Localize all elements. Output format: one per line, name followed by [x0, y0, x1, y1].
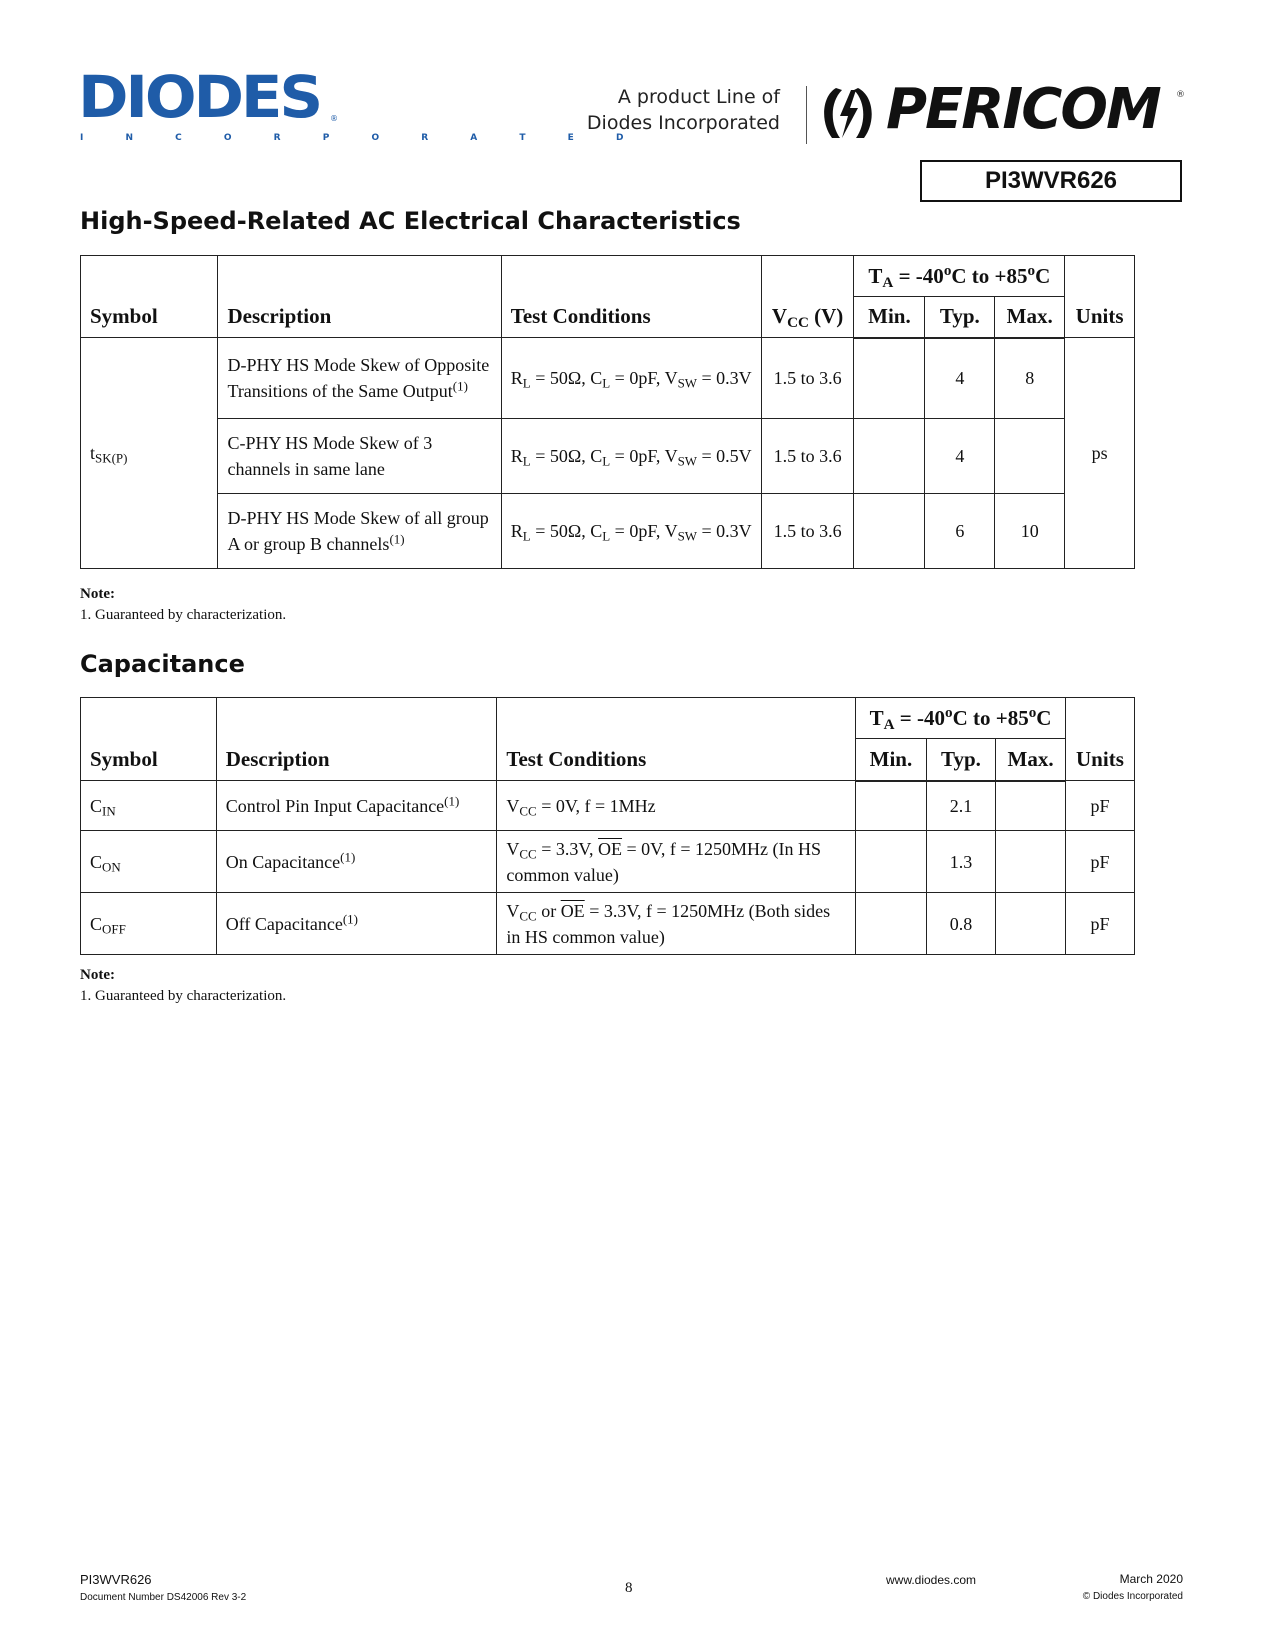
header-symbol: Symbol [81, 256, 218, 338]
diodes-logo [78, 63, 643, 148]
description-cell: Control Pin Input Capacitance$^{(1)}$ [216, 781, 497, 831]
max-cell: 10 [995, 494, 1065, 569]
table-row [81, 831, 1135, 893]
footer-part-number: PI3WVR626 [80, 1572, 152, 1587]
product-line-text [587, 84, 780, 136]
pericom-wordmark: PERICOM [886, 77, 1160, 142]
min-cell [854, 338, 925, 419]
test-conditions-cell: $R_L = 50\Omega$, $C_L = 0pF$, $V_{SW} = 0.5V$ [501, 419, 761, 494]
header-units: Units [1065, 698, 1134, 781]
table-row [81, 494, 1135, 569]
footer-website: www.diodes.com [886, 1573, 977, 1587]
units-cell: pF [1065, 831, 1134, 893]
table-row [81, 338, 1135, 419]
product-line-1: A product Line of [617, 86, 780, 108]
typ-cell: 4 [925, 419, 995, 494]
symbol-cell: $C_{IN}$ [81, 781, 217, 831]
footer-document-number: Document Number DS42006 Rev 3-2 [80, 1592, 247, 1603]
test-conditions-cell: $V_{CC}$ or $\overline{OE} = 3.3V$, f = 1250MHz (Both sides in HS common value) [497, 893, 856, 955]
registered-mark-icon: ® [330, 114, 338, 123]
units-cell: pF [1065, 781, 1134, 831]
typ-cell: 4 [925, 338, 995, 419]
max-cell [995, 419, 1065, 494]
header-description: Description [216, 698, 497, 781]
header-min: Min. [856, 739, 927, 781]
min-cell [854, 494, 925, 569]
capacitance-table [80, 697, 1135, 955]
ac-characteristics-table [80, 255, 1135, 569]
header-typ: Typ. [926, 739, 996, 781]
table-row [81, 893, 1135, 955]
header-temperature-range: $T_A = -40^oC$ to $+85^oC$ [856, 698, 1066, 739]
symbol-cell: $C_{OFF}$ [81, 893, 217, 955]
ac-section-title: High-Speed-Related AC Electrical Characteristics [80, 207, 741, 235]
units-cell: pF [1065, 893, 1134, 955]
header-typ: Typ. [925, 297, 995, 338]
header-test-conditions: Test Conditions [497, 698, 856, 781]
vcc-cell: 1.5 to 3.6 [761, 494, 854, 569]
header-max: Max. [996, 739, 1066, 781]
pericom-emblem-icon [818, 82, 880, 144]
typ-cell: 1.3 [926, 831, 996, 893]
typ-cell: 6 [925, 494, 995, 569]
footer-copyright: © Diodes Incorporated [1082, 1591, 1183, 1602]
max-cell [996, 781, 1066, 831]
description-cell: On Capacitance$^{(1)}$ [216, 831, 497, 893]
part-number-box: PI3WVR626 [920, 160, 1182, 202]
table-row [81, 781, 1135, 831]
test-conditions-cell: $V_{CC} = 3.3V$, $\overline{OE} = 0V$, f = 1250MHz (In HS common value) [497, 831, 856, 893]
header-max: Max. [995, 297, 1065, 338]
header-description: Description [218, 256, 501, 338]
diodes-subtitle: I N C O R P O R A T E D [80, 133, 643, 143]
test-conditions-cell: $R_L = 50\Omega$, $C_L = 0pF$, $V_{SW} = 0.3V$ [501, 494, 761, 569]
capacitance-section-title: Capacitance [80, 650, 245, 678]
ac-note-label: Note: [80, 586, 115, 602]
table-row [81, 419, 1135, 494]
symbol-cell: $C_{ON}$ [81, 831, 217, 893]
vcc-cell: 1.5 to 3.6 [761, 419, 854, 494]
product-line-2: Diodes Incorporated [586, 112, 780, 134]
max-cell [996, 893, 1066, 955]
header-vcc: $V_{CC}$ (V) [761, 256, 854, 338]
diodes-wordmark: DIODES [78, 63, 321, 131]
pericom-registered-icon: ® [1176, 90, 1185, 100]
max-cell [996, 831, 1066, 893]
symbol-cell: $t_{SK(P)}$ [81, 338, 218, 569]
test-conditions-cell: $R_L = 50\Omega$, $C_L = 0pF$, $V_{SW} = 0.3V$ [501, 338, 761, 419]
description-cell: D-PHY HS Mode Skew of all group A or group B channels$^{(1)}$ [218, 494, 501, 569]
min-cell [856, 893, 927, 955]
header-min: Min. [854, 297, 925, 338]
typ-cell: 0.8 [926, 893, 996, 955]
units-cell: ps [1065, 338, 1135, 569]
cap-note-label: Note: [80, 967, 115, 983]
description-cell: D-PHY HS Mode Skew of Opposite Transitions of the Same Output$^{(1)}$ [218, 338, 501, 419]
ac-note-text: 1. Guaranteed by characterization. [80, 607, 287, 623]
min-cell [856, 831, 927, 893]
footer-date: March 2020 [1119, 1572, 1183, 1586]
page-number: 8 [625, 1580, 633, 1596]
header-test-conditions: Test Conditions [501, 256, 761, 338]
header-divider [806, 86, 807, 144]
max-cell: 8 [995, 338, 1065, 419]
header-temperature-range: $T_A = -40^oC$ to $+85^oC$ [854, 256, 1065, 297]
cap-note-text: 1. Guaranteed by characterization. [80, 988, 287, 1004]
test-conditions-cell: $V_{CC} = 0V$, f = 1MHz [497, 781, 856, 831]
min-cell [856, 781, 927, 831]
header-symbol: Symbol [81, 698, 217, 781]
header-units: Units [1065, 256, 1135, 338]
description-cell: Off Capacitance$^{(1)}$ [216, 893, 497, 955]
min-cell [854, 419, 925, 494]
description-cell: C-PHY HS Mode Skew of 3 channels in same lane [218, 419, 501, 494]
typ-cell: 2.1 [926, 781, 996, 831]
vcc-cell: 1.5 to 3.6 [761, 338, 854, 419]
